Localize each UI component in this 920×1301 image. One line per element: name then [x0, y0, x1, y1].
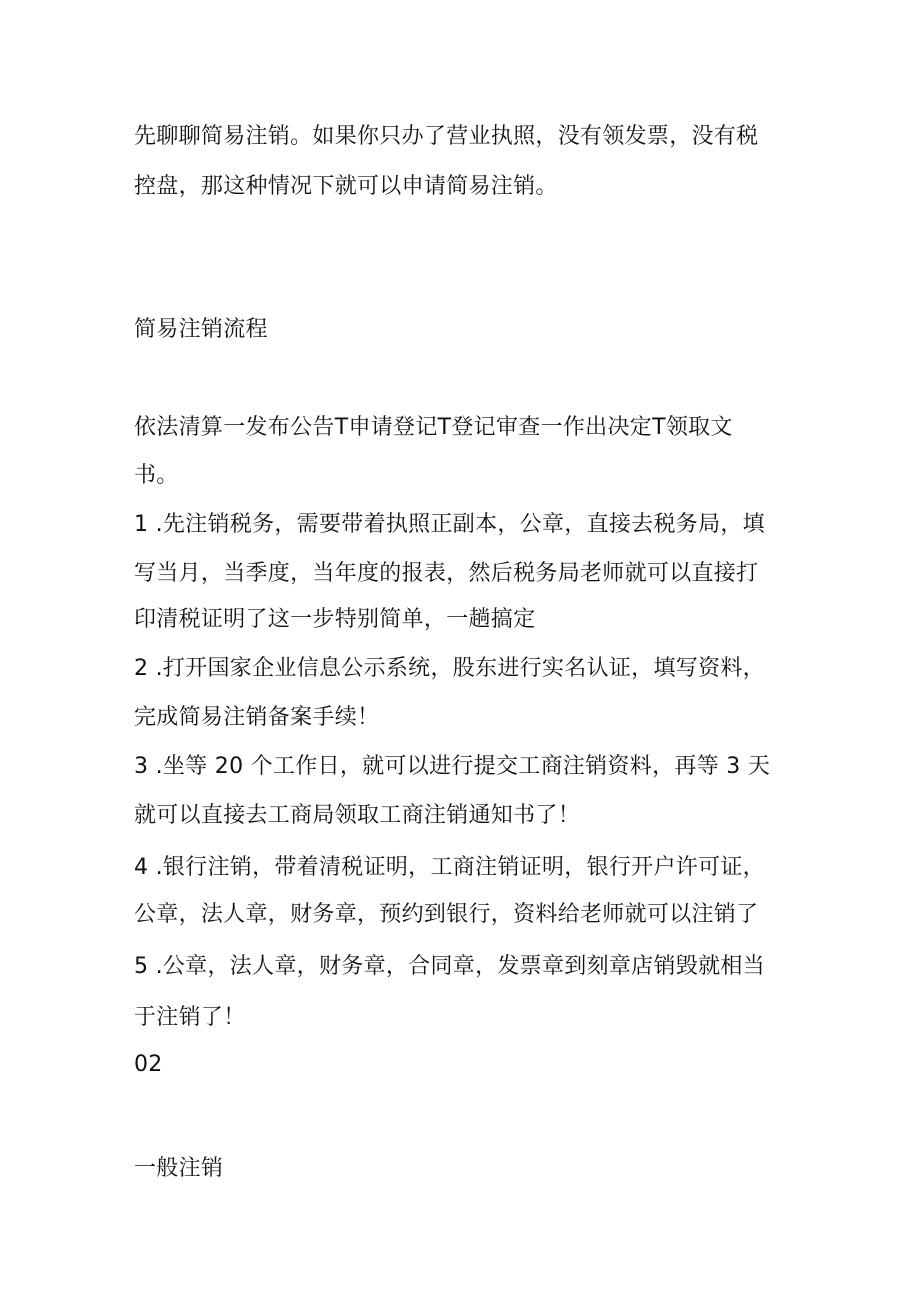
step-1-line-1: 1 .先注销税务，需要带着执照正副本，公章，直接去税务局，填 [134, 512, 765, 537]
step-3-line-2: 就可以直接去工商局领取工商注销通知书了！ [134, 803, 581, 828]
flow-line-1: 依法清算一发布公告T申请登记T登记审查一作出决定T领取文 [134, 415, 733, 440]
step-4-line-1: 4 .银行注销，带着清税证明，工商注销证明，银行开户许可证， [134, 855, 765, 880]
step-2-line-1: 2 .打开国家企业信息公示系统，股东进行实名认证，填写资料， [134, 656, 765, 681]
step-5-line-2: 于注销了！ [134, 1005, 246, 1030]
step-1-line-3: 印清税证明了这一步特别简单，一趟搞定 [134, 607, 536, 632]
step-4-line-2: 公章，法人章，财务章，预约到银行，资料给老师就可以注销了 [134, 902, 759, 927]
intro-line-2: 控盘，那这种情况下就可以申请简易注销。 [134, 174, 558, 199]
flow-line-2: 书。 [134, 463, 179, 488]
step-3-line-1: 3 .坐等 20 个工作日，就可以进行提交工商注销资料，再等 3 天 [134, 754, 771, 779]
section-number: 02 [134, 1052, 163, 1077]
step-2-line-2: 完成简易注销备案手续！ [134, 705, 380, 730]
step-5-line-1: 5 .公章，法人章，财务章，合同章，发票章到刻章店销毁就相当 [134, 954, 765, 979]
section-heading-simple-deregistration: 简易注销流程 [134, 317, 268, 342]
section-heading-general-deregistration: 一般注销 [134, 1156, 224, 1181]
step-1-line-2: 写当月，当季度，当年度的报表，然后税务局老师就可以直接打 [134, 561, 759, 586]
intro-line-1: 先聊聊简易注销。如果你只办了营业执照，没有领发票，没有税 [134, 124, 759, 149]
